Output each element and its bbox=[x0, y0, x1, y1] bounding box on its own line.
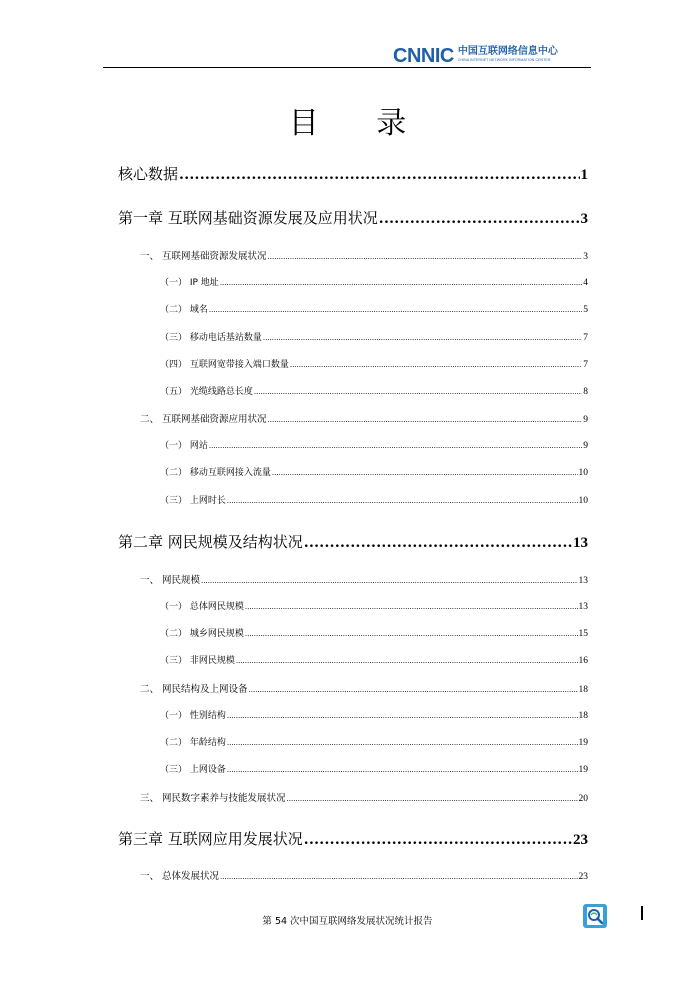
toc-entry-page: 19 bbox=[578, 765, 588, 775]
logo-text bbox=[458, 46, 558, 63]
toc-entry-page: 7 bbox=[583, 333, 588, 343]
toc-entry-label: （三） 上网设备 bbox=[160, 765, 226, 775]
toc-entry-level3[interactable] bbox=[160, 465, 588, 478]
toc-entry-level3[interactable] bbox=[160, 302, 588, 315]
toc-entry-page: 23 bbox=[573, 832, 588, 848]
toc-leader-dots bbox=[245, 630, 578, 638]
toc-leader-dots bbox=[227, 712, 578, 720]
toc-entry-level3[interactable] bbox=[160, 708, 588, 721]
footer-text: 第 54 次中国互联网络发展状况统计报告 bbox=[262, 916, 433, 927]
toc-entry-label: （一） 总体网民规模 bbox=[160, 602, 244, 612]
toc-entry-page: 18 bbox=[578, 711, 588, 721]
toc-entry-label: （二） 年龄结构 bbox=[160, 738, 226, 748]
toc-entry-level3[interactable] bbox=[160, 275, 588, 288]
toc-entry-page: 19 bbox=[578, 738, 588, 748]
toc-entry-level2[interactable] bbox=[140, 411, 588, 425]
toc-leader-dots bbox=[379, 211, 580, 227]
toc-entry-page: 3 bbox=[583, 252, 588, 262]
toc-leader-dots bbox=[227, 766, 578, 774]
header-rule bbox=[103, 67, 591, 68]
toc-entry-page: 20 bbox=[578, 794, 588, 804]
toc-entry-label: 二、 互联网基础资源应用状况 bbox=[140, 414, 267, 425]
toc-entry-page: 18 bbox=[578, 685, 588, 695]
toc-entry-page: 13 bbox=[573, 535, 588, 551]
toc-entry-level3[interactable] bbox=[160, 330, 588, 343]
toc-entry-label: （一） 网站 bbox=[160, 441, 208, 451]
toc-entry-label: （二） 城乡网民规模 bbox=[160, 629, 244, 639]
toc-entry-label: （四） 互联网宽带接入端口数量 bbox=[160, 360, 289, 370]
toc-leader-dots bbox=[249, 686, 578, 694]
toc-entry-level3[interactable] bbox=[160, 438, 588, 451]
toc-entry-label: 一、 网民规模 bbox=[140, 575, 201, 586]
toc-leader-dots bbox=[272, 469, 578, 477]
toc-entry-label: （三） 移动电话基站数量 bbox=[160, 333, 262, 343]
toc-leader-dots bbox=[290, 361, 582, 369]
toc-entry-page: 5 bbox=[583, 305, 588, 315]
toc-entry-label: （二） 移动互联网接入流量 bbox=[160, 468, 271, 478]
toc-entry-level3[interactable] bbox=[160, 626, 588, 639]
toc-entry-page: 3 bbox=[580, 211, 588, 227]
toc-leader-dots bbox=[263, 334, 582, 342]
toc-entry-level3[interactable] bbox=[160, 599, 588, 612]
toc-entry-page: 7 bbox=[583, 360, 588, 370]
toc-entry-label: 第三章 互联网应用发展状况 bbox=[118, 830, 303, 848]
toc-entry-page: 9 bbox=[583, 441, 588, 451]
toc-entry-label: 三、 网民数字素养与技能发展状况 bbox=[140, 793, 286, 804]
toc-entry-level3[interactable] bbox=[160, 735, 588, 748]
toc-leader-dots bbox=[236, 657, 578, 665]
toc-entry-level2[interactable] bbox=[140, 790, 588, 804]
toc-entry-label: （三） 上网时长 bbox=[160, 496, 226, 506]
toc-entry-label: （五） 光缆线路总长度 bbox=[160, 387, 253, 397]
toc-leader-dots bbox=[254, 388, 582, 396]
toc-entry-label: 一、 总体发展状况 bbox=[140, 871, 220, 882]
toc-entry-page: 16 bbox=[578, 656, 588, 666]
toc-entry-level2[interactable] bbox=[140, 868, 588, 882]
toc-entry-page: 23 bbox=[578, 872, 588, 882]
toc-entry-level2[interactable] bbox=[140, 572, 588, 586]
toc-entry-page: 1 bbox=[580, 167, 588, 183]
toc-entry-label: （一） 性别结构 bbox=[160, 711, 226, 721]
cnnic-report-icon bbox=[582, 903, 608, 929]
logo-mark: CNNIC bbox=[393, 45, 454, 67]
toc-entry-page: 4 bbox=[583, 278, 588, 288]
toc-entry-label: 一、 互联网基础资源发展状况 bbox=[140, 251, 267, 262]
toc-entry-page: 15 bbox=[578, 629, 588, 639]
toc-leader-dots bbox=[268, 253, 583, 261]
toc-leader-dots bbox=[304, 832, 572, 848]
toc-entry-level2[interactable] bbox=[140, 681, 588, 695]
toc-leader-dots bbox=[201, 577, 577, 585]
toc-entry-label: （二） 域名 bbox=[160, 305, 208, 315]
toc-entry-page: 13 bbox=[578, 576, 588, 586]
toc-leader-dots bbox=[220, 279, 582, 287]
toc-entry-level1[interactable] bbox=[118, 828, 588, 849]
page-title: 目 录 bbox=[288, 106, 431, 141]
toc-entry-label: 二、 网民结构及上网设备 bbox=[140, 684, 248, 695]
toc-entry-level3[interactable] bbox=[160, 653, 588, 666]
toc-entry-level3[interactable] bbox=[160, 493, 588, 506]
toc-leader-dots bbox=[227, 497, 578, 505]
toc-leader-dots bbox=[227, 739, 578, 747]
toc-entry-page: 9 bbox=[583, 415, 588, 425]
toc-entry-label: 核心数据 bbox=[118, 165, 179, 183]
toc-entry-level2[interactable] bbox=[140, 248, 588, 262]
toc-leader-dots bbox=[304, 535, 572, 551]
toc-leader-dots bbox=[245, 603, 578, 611]
toc-entry-page: 10 bbox=[578, 468, 588, 478]
logo-cn: 中国互联网络信息中心 bbox=[457, 46, 558, 57]
toc-entry-label: （三） 非网民规模 bbox=[160, 656, 235, 666]
toc-entry-level3[interactable] bbox=[160, 357, 588, 370]
toc-entry-level1[interactable] bbox=[118, 207, 588, 228]
toc-entry-page: 10 bbox=[578, 496, 588, 506]
toc-entry-label: 第一章 互联网基础资源发展及应用状况 bbox=[118, 209, 378, 227]
cnnic-logo bbox=[393, 46, 558, 68]
toc-entry-level1[interactable] bbox=[118, 163, 588, 184]
toc-entry-label: 第二章 网民规模及结构状况 bbox=[118, 533, 303, 551]
toc-leader-dots bbox=[209, 306, 582, 314]
toc-entry-page: 13 bbox=[578, 602, 588, 612]
toc-leader-dots bbox=[179, 167, 579, 183]
toc-entry-level3[interactable] bbox=[160, 762, 588, 775]
toc-leader-dots bbox=[287, 795, 578, 803]
toc-leader-dots bbox=[209, 442, 582, 450]
toc-entry-label: （一） IP 地址 bbox=[160, 278, 219, 288]
page-marker bbox=[641, 906, 643, 920]
toc-leader-dots bbox=[220, 873, 577, 881]
toc-leader-dots bbox=[268, 416, 583, 424]
logo-en: CHINA INTERNET NETWORK INFORMATION CENTER bbox=[457, 58, 551, 62]
toc-entry-level1[interactable] bbox=[118, 531, 588, 552]
toc-entry-page: 8 bbox=[583, 387, 588, 397]
toc-entry-level3[interactable] bbox=[160, 384, 588, 397]
